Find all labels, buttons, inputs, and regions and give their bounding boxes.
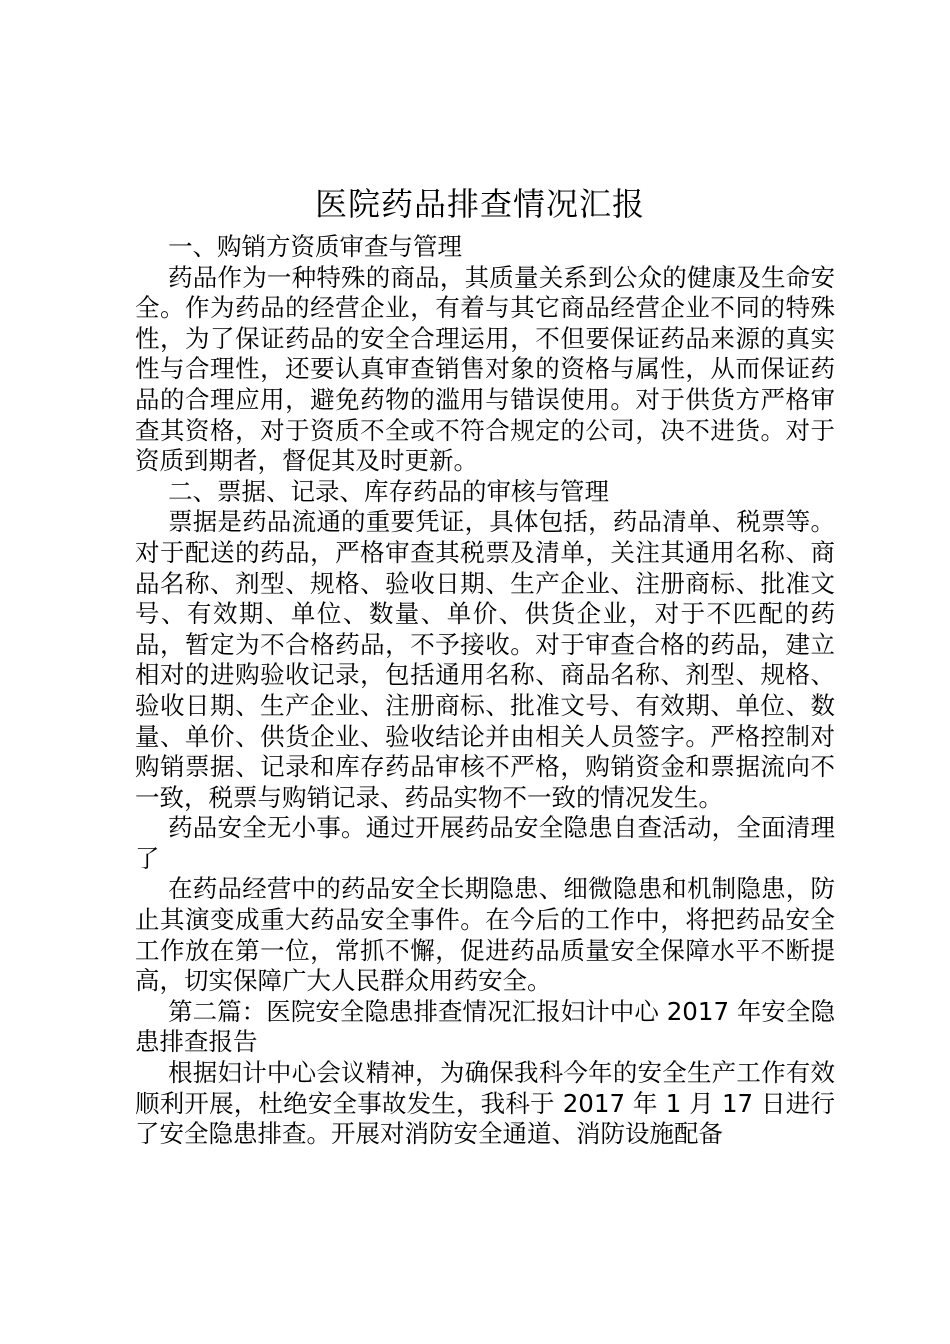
paragraph: 票据是药品流通的重要凭证，具体包括，药品清单、税票等。对于配送的药品，严格审查其税票及清单，关注其通用名称、商品名称、剂型、规格、验收日期、生产企业、注册商标、批准文号、有效期、单位、数量、单价、供货企业，对于不匹配的药品，暂定为不合格药品，不予接收。对于审查合格的药品，建立相对的进购验收记录，包括通用名称、商品名称、剂型、规格、验收日期、生产企业、注册商标、批准文号、有效期、单位、数量、单价、供货企业、验收结论并由相关人员签字。严格控制对购销票据、记录和库存药品审核不严格，购销资金和票据流向不一致，税票与购销记录、药品实物不一致的情况发生。 (135, 507, 835, 812)
paragraph: 药品安全无小事。通过开展药品安全隐患自查活动，全面清理了 (135, 813, 835, 873)
paragraph: 根据妇计中心会议精神，为确保我科今年的安全生产工作有效顺利开展，杜绝安全事故发生，我科于 2017 年 1 月 17 日进行了安全隐患排查。开展对消防安全通道、消防设施配备 (135, 1058, 835, 1149)
paragraph: 药品作为一种特殊的商品，其质量关系到公众的健康及生命安全。作为药品的经营企业，有着与其它商品经营企业不同的特殊性，为了保证药品的安全合理运用，不但要保证药品来源的真实性与合理性，还要认真审查销售对象的资格与属性，从而保证药品的合理应用，避免药物的滥用与错误使用。对于供货方严格审查其资格，对于资质不全或不符合规定的公司，决不进货。对于资质到期者，督促其及时更新。 (135, 262, 835, 476)
paragraph: 在药品经营中的药品安全长期隐患、细微隐患和机制隐患，防止其演变成重大药品安全事件。在今后的工作中，将把药品安全工作放在第一位，常抓不懈，促进药品质量安全保障水平不断提高，切实保障广大人民群众用药安全。 (135, 874, 835, 996)
section-heading-1: 一、购销方资质审查与管理 (168, 232, 463, 261)
document-body (135, 232, 835, 1150)
chapter-heading-2: 第二篇：医院安全隐患排查情况汇报妇计中心 2017 年安全隐患排查报告 (135, 996, 835, 1057)
document-title: 医院药品排查情况汇报 (314, 185, 645, 223)
section-heading-2: 二、票据、记录、库存药品的审核与管理 (168, 476, 610, 506)
